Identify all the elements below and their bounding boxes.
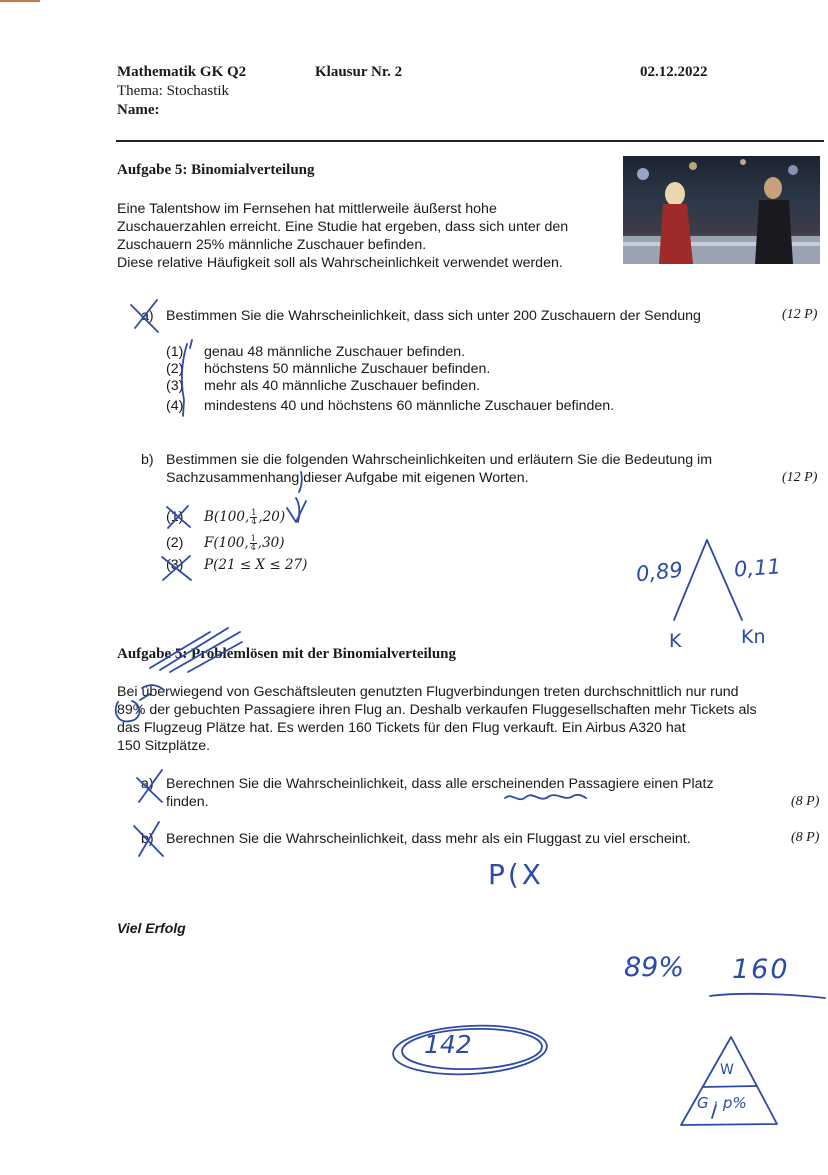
task5b-points: (12 P) — [782, 470, 818, 485]
fraction — [250, 509, 257, 526]
item-num: (2) — [166, 535, 184, 551]
task6a-text1: Berechnen Sie die Wahrscheinlichkeit, dass alle erscheinenden Passagiere einen Platz — [166, 776, 714, 792]
task6b-label: b) — [141, 831, 154, 847]
item-text: genau 48 männliche Zuschauer befinden. — [204, 344, 466, 360]
formula-pre: F(100, — [204, 535, 249, 551]
item-num: (1) — [166, 344, 184, 360]
item-num: (1) — [166, 509, 184, 525]
formula — [204, 535, 285, 551]
task5-intro-line4: Diese relative Häufigkeit soll als Wahrscheinlichkeit verwendet werden. — [117, 255, 563, 271]
task5b-text2: Sachzusammenhang dieser Aufgabe mit eigenen Worten. — [166, 470, 529, 486]
fraction-den: 4 — [250, 543, 256, 552]
task5-intro-line1: Eine Talentshow im Fernsehen hat mittlerweile äußerst hohe — [117, 201, 497, 217]
task5a-points: (12 P) — [782, 307, 818, 322]
topic-label: Thema: Stochastik — [117, 83, 230, 99]
hand-triangle-top: W — [720, 1062, 734, 1078]
item-text: mehr als 40 männliche Zuschauer befinden. — [204, 378, 481, 394]
task6b-text: Berechnen Sie die Wahrscheinlichkeit, dass mehr als ein Fluggast zu viel erscheint. — [166, 831, 691, 847]
task6-title: Aufgabe 5: Problemlösen mit der Binomialverteilung — [117, 646, 457, 662]
item-text: höchstens 50 männliche Zuschauer befinden. — [204, 361, 491, 377]
formula-pre: B(100, — [204, 509, 250, 525]
task5b-text1: Bestimmen sie die folgenden Wahrscheinlichkeiten und erläutern Sie die Bedeutung im — [166, 452, 713, 468]
hand-tickets: 160 — [732, 954, 790, 985]
fraction-num: 1 — [251, 508, 257, 517]
item-num: (3) — [166, 557, 184, 573]
task6-intro-line4: 150 Sitzplätze. — [117, 738, 211, 754]
closing-text: Viel Erfolg — [117, 920, 186, 936]
fraction-num: 1 — [250, 534, 256, 543]
task6-intro-line2: 89% der gebuchten Passagiere ihren Flug an. Deshalb verkaufen Fluggesellschaften mehr Tickets als — [117, 702, 757, 718]
item-num: (4) — [166, 398, 184, 414]
task5-title: Aufgabe 5: Binomialverteilung — [117, 162, 315, 178]
task5a-item3 — [166, 377, 480, 396]
hand-triangle-bottom: G · p% — [697, 1094, 747, 1112]
task6a-text2: finden. — [166, 794, 209, 810]
item-num: (2) — [166, 361, 184, 377]
date-label: 02.12.2022 — [640, 64, 708, 80]
task5-intro-line3: Zuschauern 25% männliche Zuschauer befinden. — [117, 237, 427, 253]
hand-tree-left: 0,89 — [634, 557, 684, 587]
task5a-item4 — [166, 397, 614, 416]
formula — [204, 509, 285, 525]
item-text: mindestens 40 und höchstens 60 männliche Zuschauer befinden. — [204, 398, 615, 414]
formula-post: ,20) — [258, 509, 286, 525]
task5b-item2 — [166, 534, 285, 553]
task5a-label: a) — [141, 308, 154, 324]
task5b-label: b) — [141, 452, 154, 468]
task6-intro-line1: Bei überwiegend von Geschäftsleuten genutzten Flugverbindungen treten durchschnittlich nur rund — [117, 684, 739, 700]
hand-leaf-left: K — [669, 630, 682, 652]
formula: P(21 ≤ X ≤ 27) — [204, 557, 308, 573]
header-divider — [116, 140, 824, 142]
task6a-points: (8 P) — [791, 794, 820, 809]
task6b-points: (8 P) — [791, 830, 820, 845]
name-label: Name: — [117, 102, 160, 118]
task5b-item1 — [166, 508, 285, 527]
hand-percent: 89% — [624, 952, 685, 983]
task5b-item3 — [166, 556, 307, 575]
formula-post: ,30) — [257, 535, 285, 551]
task6a-label: a) — [141, 776, 154, 792]
scan-mark — [0, 0, 40, 2]
item-num: (3) — [166, 378, 184, 394]
task6-intro-line3: das Flugzeug Plätze hat. Es werden 160 Tickets für den Flug verkauft. Ein Airbus A320 hat — [117, 720, 686, 736]
hand-px: P(X — [488, 858, 544, 891]
task5a-text: Bestimmen Sie die Wahrscheinlichkeit, dass sich unter 200 Zuschauern der Sendung — [166, 308, 701, 324]
hand-leaf-right: Kn — [741, 626, 766, 648]
fraction-den: 4 — [251, 517, 257, 526]
task5-intro-line2: Zuschauerzahlen erreicht. Eine Studie hat ergeben, dass sich unter den — [117, 219, 569, 235]
fraction — [250, 535, 257, 552]
hand-circled-number: 142 — [424, 1030, 472, 1059]
course-label: Mathematik GK Q2 — [117, 64, 247, 80]
hand-tree-right: 0,11 — [733, 554, 782, 582]
talentshow-photo — [623, 156, 820, 264]
exam-label: Klausur Nr. 2 — [315, 64, 403, 80]
